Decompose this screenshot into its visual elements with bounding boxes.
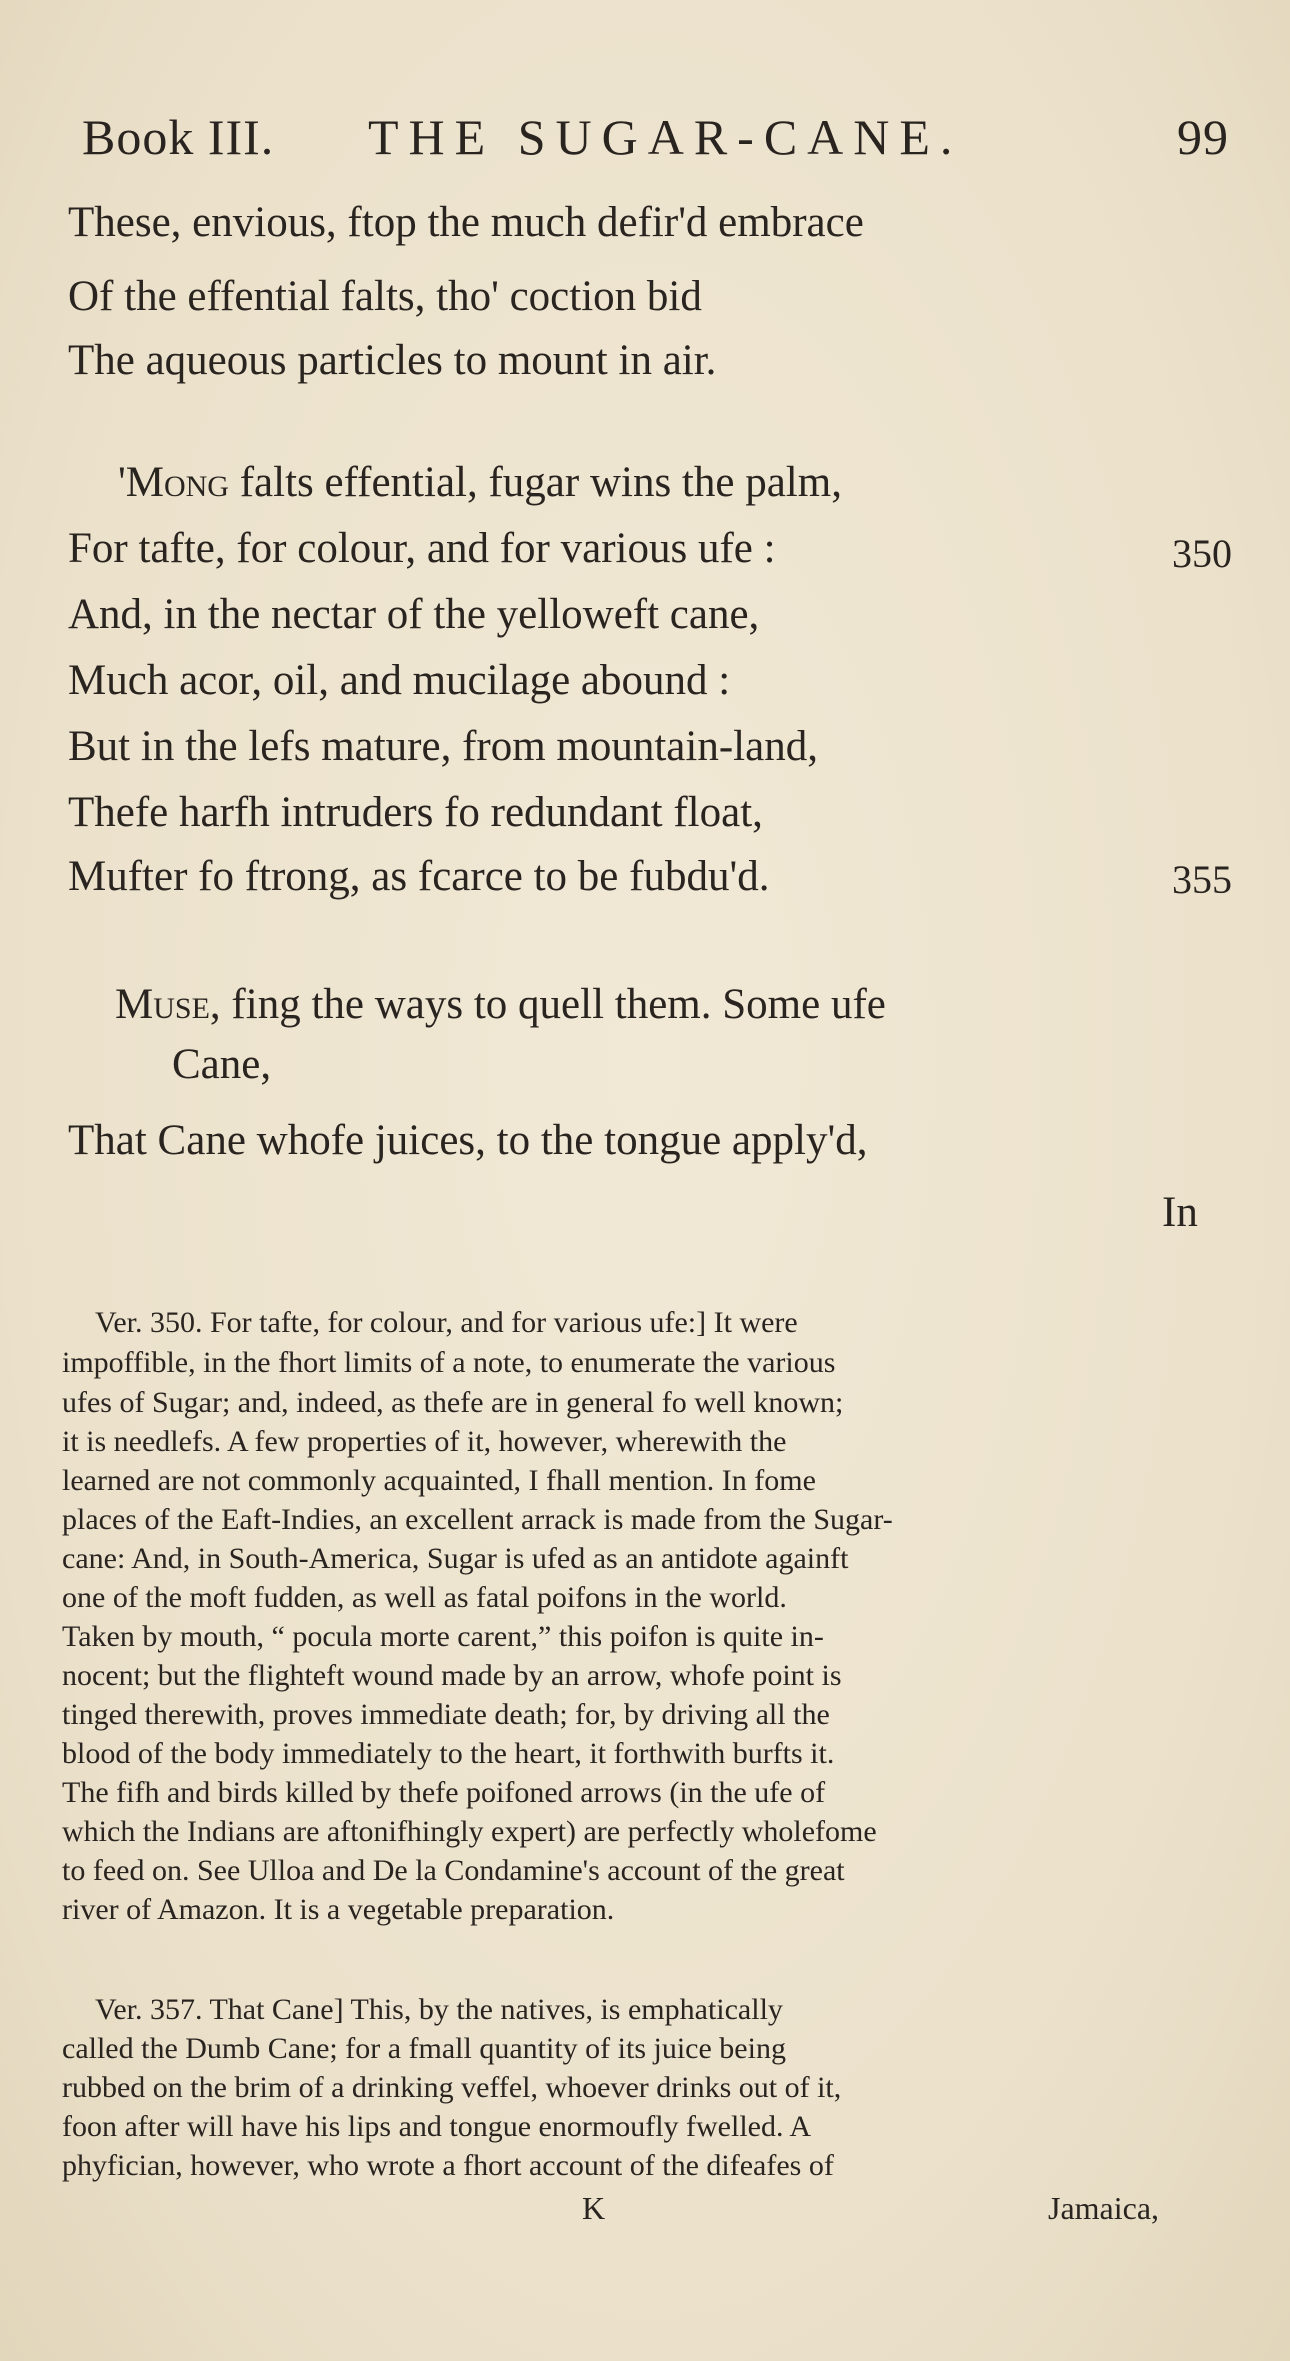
footnote-line: learned are not commonly acquainted, I fhall mention. In fome xyxy=(62,1464,816,1497)
footnote-line: phyfician, however, who wrote a fhort account of the difeafes of xyxy=(62,2149,834,2182)
footnote-line: cane: And, in South-America, Sugar is ufed as an antidote againft xyxy=(62,1542,849,1575)
footnote-line: which the Indians are aftonifhingly expert) are perfectly wholefome xyxy=(62,1815,877,1848)
verse-line: Thefe harfh intruders fo redundant float, xyxy=(68,789,763,836)
footnote-line: places of the Eaft-Indies, an excellent arrack is made from the Sugar- xyxy=(62,1503,893,1536)
footnote-line: ufes of Sugar; and, indeed, as thefe are in general fo well known; xyxy=(62,1386,844,1419)
verse-line-wrap: Cane, xyxy=(172,1041,272,1088)
footnote-line: rubbed on the brim of a drinking veffel, whoever drinks out of it, xyxy=(62,2071,842,2104)
page-number: 99 xyxy=(1177,109,1229,165)
verse-line: Of the effential falts, tho' coction bid xyxy=(68,273,702,320)
line-number: 355 xyxy=(1172,857,1232,902)
verse-line: These, envious, ftop the much defir'd embrace xyxy=(68,199,864,246)
footnote-line: impoffible, in the fhort limits of a note, to enumerate the various xyxy=(62,1346,836,1379)
verse-lead-word: 'Mong xyxy=(118,459,229,506)
verse-line: Mufter fo ftrong, as fcarce to be fubdu'd. xyxy=(68,853,770,900)
verse-lead-word: Muse, xyxy=(115,981,221,1028)
footnote-line: foon after will have his lips and tongue enormoufly fwelled. A xyxy=(62,2110,811,2143)
header-book: Book III. xyxy=(82,109,275,165)
verse-line: And, in the nectar of the yelloweft cane, xyxy=(68,591,760,638)
footnote-line: to feed on. See Ulloa and De la Condamine's account of the great xyxy=(62,1854,845,1887)
footnote-line: Ver. 357. That Cane] This, by the natives, is emphatically xyxy=(95,1993,783,2026)
verse-line-stanza-start xyxy=(115,980,886,1029)
verse-line: For tafte, for colour, and for various ufe : xyxy=(68,525,776,572)
verse-line: That Cane whofe juices, to the tongue apply'd, xyxy=(68,1117,868,1164)
verse-line: Much acor, oil, and mucilage abound : xyxy=(68,657,731,704)
footnote-line: The fifh and birds killed by thefe poifoned arrows (in the ufe of xyxy=(62,1776,826,1809)
footnote-line: river of Amazon. It is a vegetable preparation. xyxy=(62,1893,615,1926)
footnote-line: one of the moft fudden, as well as fatal poifons in the world. xyxy=(62,1581,787,1614)
footnote-line: tinged therewith, proves immediate death; for, by driving all the xyxy=(62,1698,830,1731)
footnote-line: called the Dumb Cane; for a fmall quantity of its juice being xyxy=(62,2032,786,2065)
verse-line: The aqueous particles to mount in air. xyxy=(68,337,717,384)
footnote-line: blood of the body immediately to the heart, it forthwith burfts it. xyxy=(62,1737,835,1770)
footnote-line: Taken by mouth, “ pocula morte carent,” this poifon is quite in- xyxy=(62,1620,824,1653)
footnote-line: it is needlefs. A few properties of it, however, wherewith the xyxy=(62,1425,787,1458)
footnote-line: nocent; but the flighteft wound made by an arrow, whofe point is xyxy=(62,1659,842,1692)
verse-line-rest: fing the ways to quell them. Some ufe xyxy=(220,981,886,1028)
signature-mark: K xyxy=(582,2190,606,2226)
verse-line: But in the lefs mature, from mountain-land, xyxy=(68,723,818,770)
line-number: 350 xyxy=(1172,531,1232,576)
verse-line-rest: falts effential, fugar wins the palm, xyxy=(228,459,842,506)
verse-catchword: In xyxy=(1162,1189,1198,1236)
verse-line-stanza-start xyxy=(118,458,842,507)
header-title: THE SUGAR-CANE. xyxy=(368,109,963,165)
footnote-line: Ver. 350. For tafte, for colour, and for various ufe:] It were xyxy=(95,1306,798,1339)
footer-catchword: Jamaica, xyxy=(1048,2190,1160,2226)
